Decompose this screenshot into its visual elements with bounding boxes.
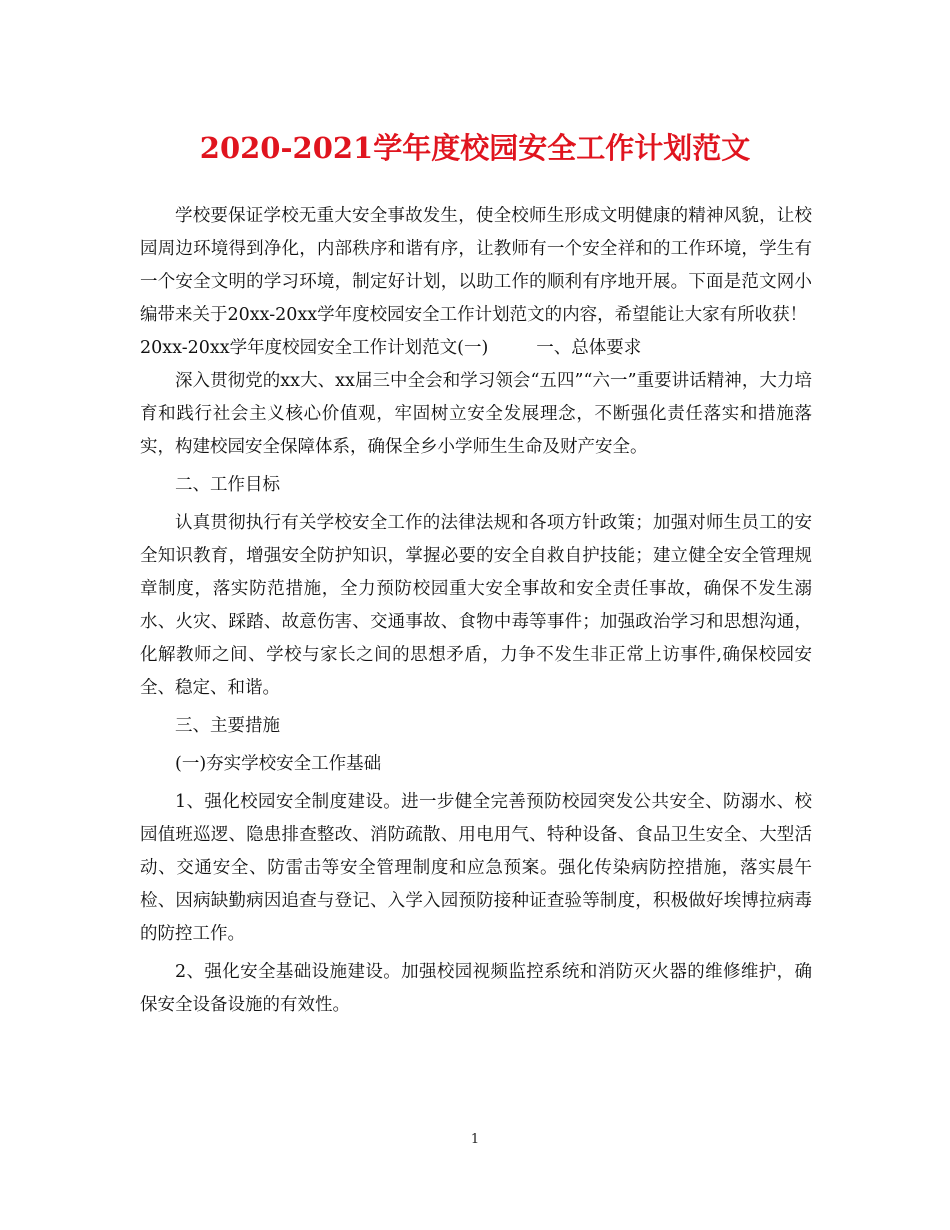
heading-main-measures: 三、主要措施 <box>175 716 280 736</box>
paragraph-work-goals: 认真贯彻执行有关学校安全工作的法律法规和各项方针政策；加强对师生员工的安全知识教育，增强安全防护知识，掌握必要的安全自救自护技能；建立健全安全管理规章制度，落实防范措施，全力预防校园重大安全事故和安全责任事故，确保不发生溺水、火灾、踩踏、故意伤害、交通事故、食物中毒等事件；加强政治学习和思想沟通，化解教师之间、学校与家长之间的思想矛盾，力争不发生非正常上访事件,确保校园安全、稳定、和谐。 <box>140 513 812 698</box>
item-safety-system: 1、强化校园安全制度建设。进一步健全完善预防校园突发公共安全、防溺水、校园值班巡逻、隐患排查整改、消防疏散、用电用气、特种设备、食品卫生安全、大型活动、交通安全、防雷击等安全管理制度和应急预案。强化传染病防控措施，落实晨午检、因病缺勤病因追查与登记、入学入园预防接种证查验等制度，积极做好埃博拉病毒的防控工作。 <box>140 792 812 944</box>
document-title: 2020-2021学年度校园安全工作计划范文 <box>199 131 751 165</box>
paragraph-general-requirements: 深入贯彻党的xx大、xx届三中全会和学习领会“五四”“六一”重要讲话精神，大力培育和践行社会主义核心价值观，牢固树立安全发展理念，不断强化责任落实和措施落实，构建校园安全保障体系，确保全乡小学师生生命及财产安全。 <box>140 371 812 457</box>
section-title-line <box>140 332 812 365</box>
intro-paragraph: 学校要保证学校无重大安全事故发生，使全校师生形成文明健康的精神风貌，让校园周边环境得到净化，内部秩序和谐有序，让教师有一个安全祥和的工作环境，学生有一个安全文明的学习环境，制定好计划，以助工作的顺利有序地开展。下面是范文网小编带来关于20xx-20xx学年度校园安全工作计划范文的内容，希望能让大家有所收获！ <box>140 206 812 325</box>
subheading-safety-foundation: (一)夯实学校安全工作基础 <box>175 754 382 774</box>
heading-work-goals: 二、工作目标 <box>175 475 280 495</box>
document-body <box>140 200 812 1022</box>
page-number: 1 <box>470 1132 480 1147</box>
heading-general-requirements: 一、总体要求 <box>536 338 642 358</box>
section-title: 20xx-20xx学年度校园安全工作计划范文(一) <box>140 338 489 358</box>
item-safety-infrastructure: 2、强化安全基础设施建设。加强校园视频监控系统和消防灭火器的维修维护，确保安全设备设施的有效性。 <box>140 962 812 1015</box>
